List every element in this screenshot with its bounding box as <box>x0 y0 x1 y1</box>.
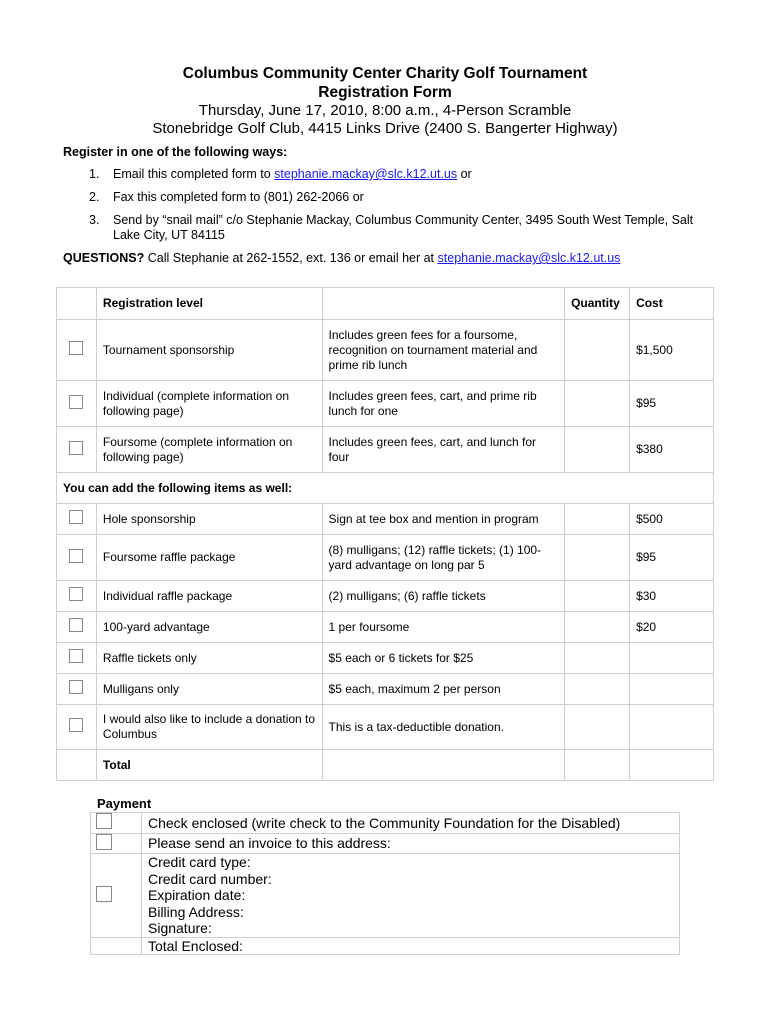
total-label: Total <box>96 750 322 781</box>
cost-cell <box>630 643 714 674</box>
payment-invoice-label: Please send an invoice to this address: <box>142 833 680 854</box>
level-cell: Foursome (complete information on following page) <box>96 427 322 473</box>
checkbox[interactable] <box>69 549 83 563</box>
cost-cell: $30 <box>630 581 714 612</box>
total-cost-cell[interactable] <box>630 750 714 781</box>
expiration-label: Expiration date: <box>148 887 246 903</box>
level-cell: I would also like to include a donation to Columbus <box>96 705 322 750</box>
desc-cell: Sign at tee box and mention in program <box>322 504 565 535</box>
quantity-cell[interactable] <box>565 674 630 705</box>
table-row <box>57 504 714 535</box>
payment-heading: Payment <box>97 796 152 811</box>
desc-cell: Includes green fees, cart, and prime rib lunch for one <box>322 381 565 427</box>
registration-table <box>56 287 714 781</box>
way-suffix: or <box>457 167 472 181</box>
desc-cell: $5 each, maximum 2 per person <box>322 674 565 705</box>
card-type-label: Credit card type: <box>148 854 251 870</box>
list-number: 3. <box>89 213 100 227</box>
cost-cell: $95 <box>630 381 714 427</box>
way-text: Fax this completed form to (801) 262-2066 or <box>113 190 364 204</box>
checkbox[interactable] <box>69 395 83 409</box>
cost-cell: $95 <box>630 535 714 581</box>
col-quantity: Quantity <box>565 288 630 320</box>
questions-label: QUESTIONS? <box>63 251 145 265</box>
checkbox[interactable] <box>69 510 83 524</box>
signature-label: Signature: <box>148 920 212 936</box>
quantity-cell[interactable] <box>565 581 630 612</box>
quantity-cell[interactable] <box>565 381 630 427</box>
checkbox[interactable] <box>69 441 83 455</box>
quantity-cell[interactable] <box>565 535 630 581</box>
col-registration-level: Registration level <box>96 288 322 320</box>
quantity-cell[interactable] <box>565 612 630 643</box>
table-row <box>57 535 714 581</box>
desc-cell: This is a tax-deductible donation. <box>322 705 565 750</box>
form-title: Columbus Community Center Charity Golf Tournament <box>182 65 588 82</box>
quantity-cell[interactable] <box>565 320 630 381</box>
form-subtitle: Registration Form <box>318 84 452 101</box>
desc-cell: $5 each or 6 tickets for $25 <box>322 643 565 674</box>
level-cell: Raffle tickets only <box>96 643 322 674</box>
table-row <box>57 427 714 473</box>
level-cell: Hole sponsorship <box>96 504 322 535</box>
checkbox[interactable] <box>69 680 83 694</box>
table-row <box>57 320 714 381</box>
checkbox[interactable] <box>69 618 83 632</box>
way-text: Email this completed form to <box>113 167 275 181</box>
desc-cell: 1 per foursome <box>322 612 565 643</box>
level-cell: Individual (complete information on following page) <box>96 381 322 427</box>
level-cell: Individual raffle package <box>96 581 322 612</box>
checkbox[interactable] <box>69 718 83 732</box>
payment-row-invoice <box>91 833 680 854</box>
cost-cell <box>630 674 714 705</box>
list-number: 1. <box>89 167 100 181</box>
card-details <box>142 854 680 938</box>
desc-cell: Includes green fees for a foursome, recognition on tournament material and prime rib lunch <box>322 320 565 381</box>
card-number-label: Credit card number: <box>148 870 272 887</box>
addons-heading-row <box>57 473 714 504</box>
event-location: Stonebridge Golf Club, 4415 Links Drive (2400 S. Bangerter Highway) <box>152 120 618 137</box>
list-number: 2. <box>89 190 100 204</box>
table-row <box>57 612 714 643</box>
quantity-cell[interactable] <box>565 705 630 750</box>
billing-address-label: Billing Address: <box>148 903 244 920</box>
total-enclosed-label: Total Enclosed: <box>142 937 680 955</box>
checkbox[interactable] <box>69 341 83 355</box>
desc-cell: (8) mulligans; (12) raffle tickets; (1) 100-yard advantage on long par 5 <box>322 535 565 581</box>
table-header-row <box>57 288 714 320</box>
quantity-cell[interactable] <box>565 427 630 473</box>
table-row <box>57 381 714 427</box>
way-text: Send by “snail mail” c/o Stephanie Mackay, Columbus Community Center, 3495 South West Temple, Salt Lake City, UT 84115 <box>113 213 694 242</box>
cost-cell <box>630 705 714 750</box>
register-heading: Register in one of the following ways: <box>63 145 288 159</box>
table-row <box>57 674 714 705</box>
cost-cell: $380 <box>630 427 714 473</box>
table-row <box>57 705 714 750</box>
payment-row-total <box>91 937 680 955</box>
checkbox[interactable] <box>96 813 112 829</box>
questions-line <box>63 251 620 265</box>
level-cell: Tournament sponsorship <box>96 320 322 381</box>
event-date: Thursday, June 17, 2010, 8:00 a.m., 4-Person Scramble <box>198 102 572 119</box>
col-description <box>322 288 565 320</box>
table-row <box>57 643 714 674</box>
checkbox[interactable] <box>69 649 83 663</box>
cost-cell: $500 <box>630 504 714 535</box>
checkbox[interactable] <box>96 834 112 850</box>
payment-row-card <box>91 854 680 938</box>
payment-table <box>90 812 680 955</box>
payment-row-check <box>91 813 680 834</box>
level-cell: Mulligans only <box>96 674 322 705</box>
level-cell: 100-yard advantage <box>96 612 322 643</box>
total-quantity-cell[interactable] <box>565 750 630 781</box>
total-row <box>57 750 714 781</box>
desc-cell: (2) mulligans; (6) raffle tickets <box>322 581 565 612</box>
questions-email-link[interactable]: stephanie.mackay@slc.k12.ut.us <box>437 251 621 265</box>
table-row <box>57 581 714 612</box>
email-link[interactable]: stephanie.mackay@slc.k12.ut.us <box>274 167 458 181</box>
col-cost: Cost <box>630 288 714 320</box>
questions-text: Call Stephanie at 262-1552, ext. 136 or email her at <box>144 251 438 265</box>
checkbox[interactable] <box>96 886 112 902</box>
cost-cell: $20 <box>630 612 714 643</box>
desc-cell: Includes green fees, cart, and lunch for four <box>322 427 565 473</box>
addons-heading: You can add the following items as well: <box>57 473 714 504</box>
checkbox[interactable] <box>69 587 83 601</box>
quantity-cell[interactable] <box>565 643 630 674</box>
payment-check-label: Check enclosed (write check to the Community Foundation for the Disabled) <box>142 813 680 834</box>
level-cell: Foursome raffle package <box>96 535 322 581</box>
quantity-cell[interactable] <box>565 504 630 535</box>
cost-cell: $1,500 <box>630 320 714 381</box>
